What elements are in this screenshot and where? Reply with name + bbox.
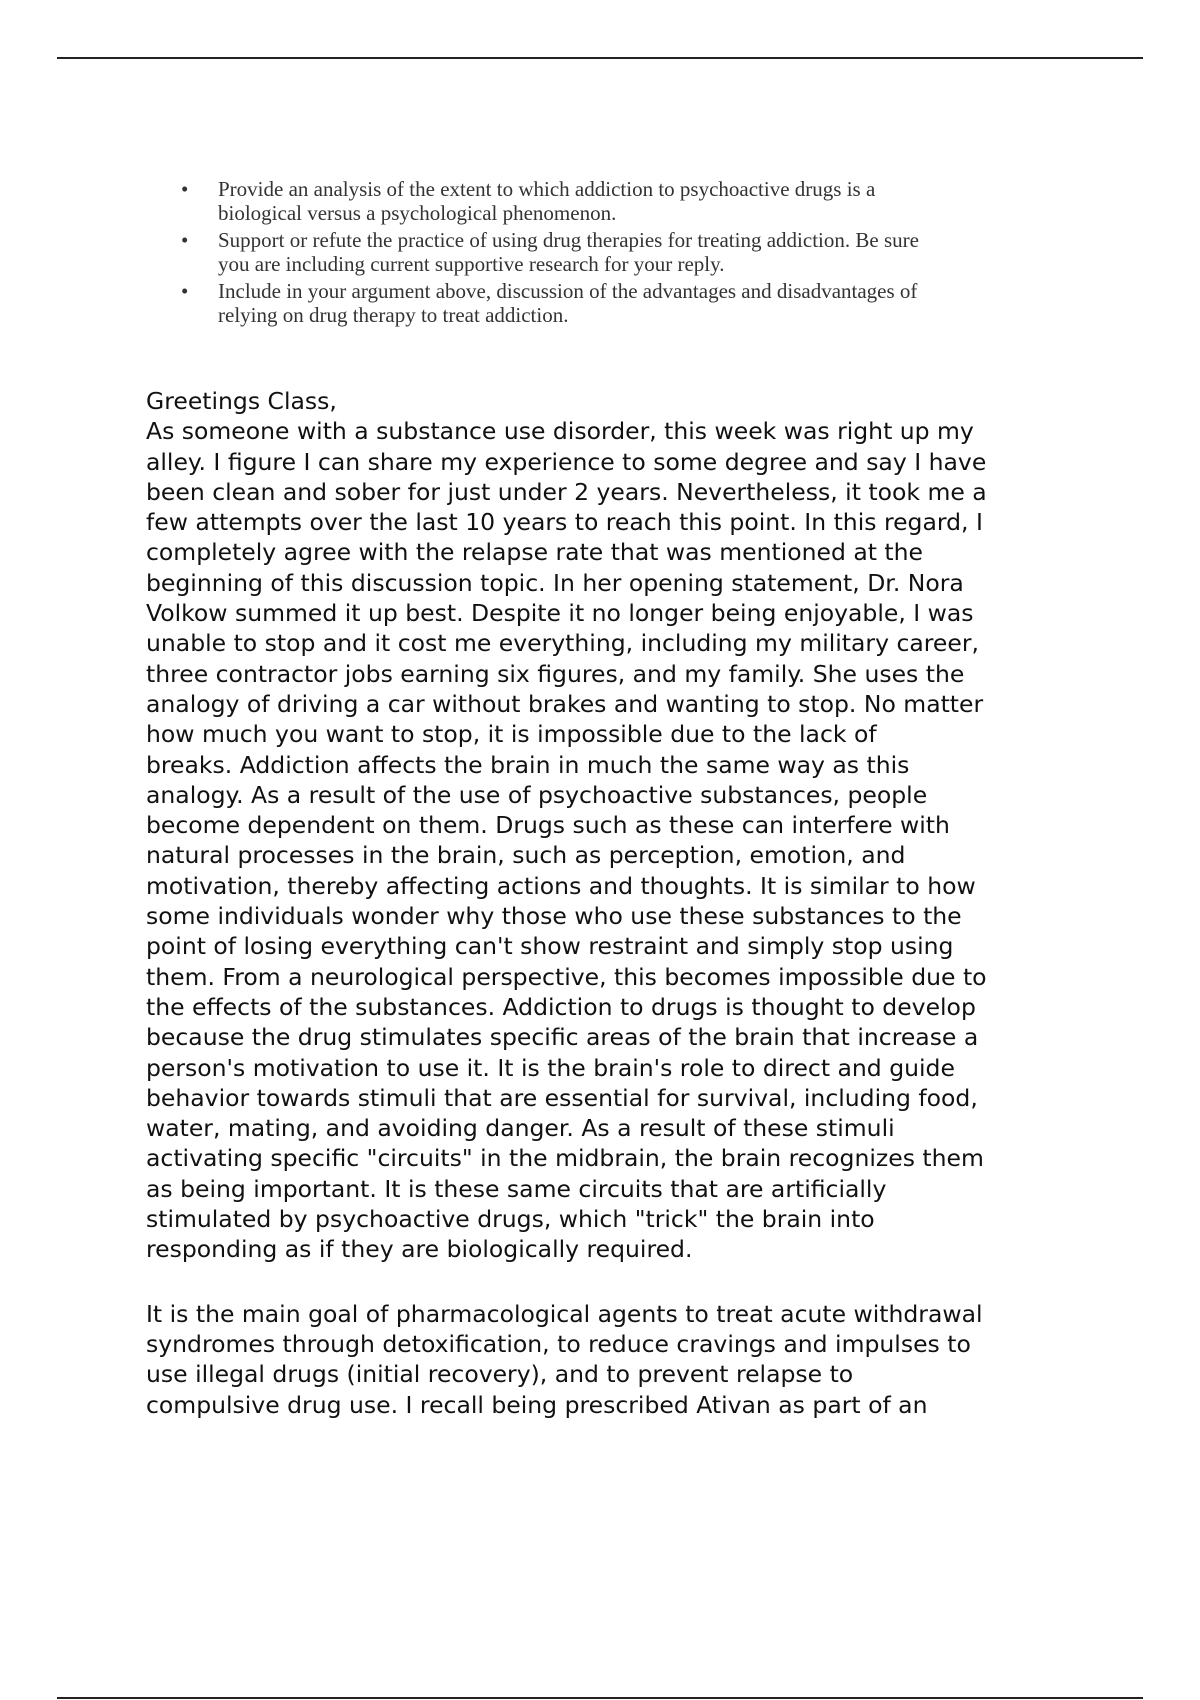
discussion-post [146,386,1096,1420]
bottom-divider [57,1697,1143,1699]
prompt-item [175,228,1075,276]
top-divider [57,57,1143,59]
post-paragraph: It is the main goal of pharmacological agents to treat acute withdrawal syndromes through detoxification, to reduce cravings and impulses to use illegal drugs (initial recovery), and to prevent relapse to compulsive drug use. I recall being prescribed Ativan as part of an [146,1299,983,1419]
post-greeting: Greetings Class, [146,387,337,415]
post-paragraph: As someone with a substance use disorder, this week was right up my alley. I figure I can share my experience to some degree and say I have been clean and sober for just under 2 years. Nevertheless, it took me a few attempts over the last 10 years to reach this point. In this regard, I completely agree with the relapse rate that was mentioned at the beginning of this discussion topic. In her opening statement, Dr. Nora Volkow summed it up best. Despite it no longer being enjoyable, I was unable to stop and it cost me everything, including my military career, three contractor jobs earning six figures, and my family. She uses the analogy of driving a car without brakes and wanting to stop. No matter how much you want to stop, it is impossible due to the lack of breaks. Addiction affects the brain in much the same way as this analogy. As a result of the use of psychoactive substances, people become dependent on them. Drugs such as these can interfere with natural processes in the brain, such as perception, emotion, and motivation, thereby affecting actions and thoughts. It is similar to how some individuals wonder why those who use these substances to the point of losing everything can't show restraint and simply stop using them. From a neurological perspective, this becomes impossible due to the effects of the substances. Addiction to drugs is thought to develop because the drug stimulates specific areas of the brain that increase a person's motivation to use it. It is the brain's role to direct and guide behavior towards stimuli that are essential for survival, including food, water, mating, and avoiding danger. As a result of these stimuli activating specific "circuits" in the midbrain, the brain recognizes them as being important. It is these same circuits that are artificially stimulated by psychoactive drugs, which "trick" the brain into responding as if they are biologically required. [146,417,987,1264]
prompt-list [175,177,1075,330]
prompt-item [175,279,1075,327]
bullet-icon: • [181,228,189,252]
prompt-item [175,177,1075,225]
prompt-item-text: Support or refute the practice of using drug therapies for treating addiction. Be sure you are including current supportive research for your reply. [218,228,919,276]
prompt-item-text: Include in your argument above, discussion of the advantages and disadvantages of relying on drug therapy to treat addiction. [218,279,918,327]
bullet-icon: • [181,279,189,303]
bullet-icon: • [181,177,189,201]
prompt-item-text: Provide an analysis of the extent to which addiction to psychoactive drugs is a biological versus a psychological phenomenon. [218,177,876,225]
